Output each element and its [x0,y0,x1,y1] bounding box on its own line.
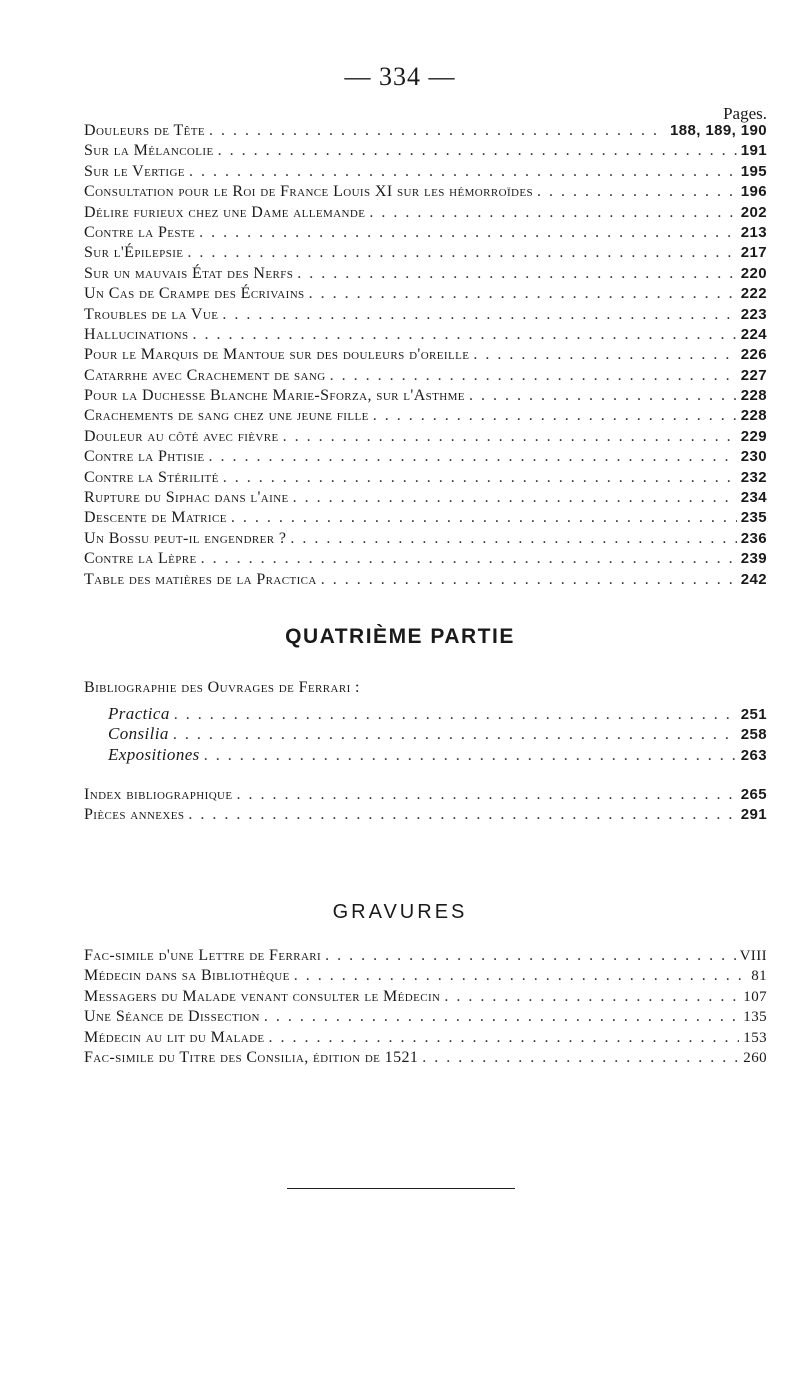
toc-entry-page: 222 [740,285,767,303]
dot-leader [174,706,737,724]
dot-leader [293,489,737,507]
toc-entry-page: 81 [751,968,767,985]
toc-entry-label: Contre la Phtisie [84,448,205,466]
toc-entry-label: Practica [108,704,170,723]
toc-entry-label: Sur l'Épilepsie [84,244,184,262]
page-number: — 334 — [344,62,456,91]
toc-entry-page: 263 [740,746,767,764]
toc-entry [84,571,767,591]
toc-section-annexes [84,786,767,827]
part-heading: QUATRIÈME PARTIE [285,625,515,648]
toc-entry [84,489,767,509]
toc-entry [84,530,767,550]
dot-leader [330,367,737,385]
toc-entry-label: Un Bossu peut-il engendrer ? [84,529,287,547]
toc-entry-page: 228 [740,387,767,405]
toc-section-gravures [84,947,767,1069]
toc-entry-label: Crachements de sang chez une jeune fille [84,407,369,425]
toc-entry-label: Contre la Stérilité [84,468,219,486]
toc-entry [84,265,767,285]
toc-section-bibliography [84,704,767,765]
dot-leader [204,747,737,765]
toc-entry-label: Index bibliographique [84,786,233,803]
dot-leader [537,183,737,201]
toc-entry [84,367,767,387]
toc-entry-label: Catarrhe avec Crachement de sang [84,366,326,384]
dot-leader [231,509,737,527]
toc-entry-page: 251 [740,706,767,723]
toc-entry-page: 107 [743,988,767,1005]
toc-entry-page: 153 [743,1029,767,1046]
dot-leader [269,1029,740,1047]
toc-section-1 [84,122,767,591]
toc-entry-label: Pièces annexes [84,806,185,824]
dot-leader [444,988,739,1006]
toc-entry-page: 228 [740,407,767,425]
dot-leader [321,571,737,589]
toc-entry [84,724,767,744]
dot-leader [199,224,737,242]
toc-entry-page: 202 [740,203,767,221]
dot-leader [294,967,747,985]
toc-entry-label: Fac-simile du Titre des Consilia, édition de 1521 [84,1048,419,1066]
toc-entry [84,704,767,724]
toc-entry-page: VIII [739,948,767,964]
toc-entry [84,122,767,142]
toc-entry [84,1008,767,1028]
toc-entry [84,967,767,987]
toc-entry-label: Sur la Mélancolie [84,142,214,160]
dot-leader [373,407,737,425]
toc-entry-label: Consilia [108,724,169,744]
toc-entry-label: Rupture du Siphac dans l'aine [84,489,289,507]
dot-leader [173,726,737,744]
toc-entry-page: 227 [740,366,767,384]
toc-entry-page: 188, 189, 190 [670,122,767,139]
toc-entry [84,786,767,806]
dot-leader [223,469,737,487]
toc-entry-page: 265 [740,786,767,803]
toc-entry-page: 291 [740,806,767,824]
toc-entry-label: Délire furieux chez une Dame allemande [84,203,366,221]
toc-entry-page: 242 [740,570,767,588]
toc-entry [84,387,767,407]
dot-leader [187,244,736,262]
dot-leader [309,285,737,303]
toc-entry [84,326,767,346]
toc-entry [84,183,767,203]
toc-entry [84,745,767,765]
toc-entry-page: 234 [740,489,767,507]
toc-entry-label: Consultation pour le Roi de France Louis XI sur les hémorroïdes [84,183,533,201]
toc-entry [84,1029,767,1049]
bibliography-subtitle: Bibliographie des Ouvrages de Ferrari : [84,679,360,696]
toc-entry [84,407,767,427]
toc-entry [84,428,767,448]
toc-entry-label: Hallucinations [84,325,189,343]
dot-leader [290,530,736,548]
toc-entry [84,285,767,305]
toc-entry [84,448,767,468]
toc-entry [84,1049,767,1069]
toc-entry-label: Douleurs de Tête [84,122,205,139]
toc-entry-page: 195 [740,162,767,180]
dot-leader [209,122,666,140]
dot-leader [189,163,737,181]
toc-entry-label: Médecin au lit du Malade [84,1028,265,1046]
dot-leader [469,387,737,405]
toc-entry [84,346,767,366]
toc-entry [84,244,767,264]
gravures-heading: GRAVURES [332,901,468,923]
toc-entry-label: Sur un mauvais État des Nerfs [84,264,294,282]
toc-entry-page: 229 [740,427,767,445]
toc-entry-page: 239 [740,550,767,568]
toc-entry [84,806,767,826]
dot-leader [369,204,736,222]
toc-entry-page: 260 [743,1049,767,1066]
dot-leader [209,448,737,466]
toc-entry-page: 235 [740,509,767,527]
toc-entry-page: 258 [740,726,767,744]
pages-column-label: Pages. [723,104,767,123]
toc-entry-label: Fac-simile d'une Lettre de Ferrari [84,947,322,964]
toc-entry [84,306,767,326]
dot-leader [264,1008,739,1026]
toc-entry-label: Troubles de la Vue [84,305,219,323]
toc-entry-label: Messagers du Malade venant consulter le Médecin [84,987,441,1005]
toc-entry-label: Table des matières de la Practica [84,570,317,588]
toc-entry-page: 213 [740,223,767,241]
dot-leader [297,265,736,283]
toc-entry-label: Médecin dans sa Bibliothèque [84,967,290,985]
toc-entry-page: 224 [740,325,767,343]
toc-entry-label: Contre la Peste [84,223,196,241]
toc-entry [84,163,767,183]
toc-entry-label: Descente de Matrice [84,509,227,527]
dot-leader [193,326,737,344]
toc-entry-label: Contre la Lèpre [84,550,197,568]
toc-entry-label: Un Cas de Crampe des Écrivains [84,285,305,303]
toc-entry [84,224,767,244]
toc-entry-label: Pour la Duchesse Blanche Marie-Sforza, sur l'Asthme [84,387,465,405]
dot-leader [218,142,737,160]
dot-leader [237,786,737,804]
dot-leader [283,428,737,446]
toc-entry-label: Sur le Vertige [84,162,185,180]
toc-entry [84,509,767,529]
toc-entry-page: 191 [740,142,767,160]
toc-entry-label: Expositiones [108,744,200,764]
toc-entry-page: 226 [740,346,767,364]
toc-entry [84,142,767,162]
toc-entry-page: 232 [740,468,767,486]
dot-leader [188,806,736,824]
toc-entry-page: 196 [740,183,767,201]
toc-entry-label: Pour le Marquis de Mantoue sur des douleurs d'oreille [84,346,470,364]
toc-entry [84,204,767,224]
dot-leader [422,1049,739,1067]
dot-leader [473,346,736,364]
toc-entry-page: 223 [740,305,767,323]
toc-entry-page: 220 [740,264,767,282]
toc-entry-page: 236 [740,529,767,547]
toc-entry-page: 230 [740,448,767,466]
toc-entry [84,988,767,1008]
dot-leader [325,947,735,965]
toc-entry-label: Une Séance de Dissection [84,1008,260,1026]
dot-leader [201,550,737,568]
end-rule [287,1188,515,1189]
toc-entry-page: 135 [743,1009,767,1026]
toc-entry [84,947,767,967]
toc-entry-page: 217 [740,244,767,262]
dot-leader [222,306,736,324]
toc-entry-label: Douleur au côté avec fièvre [84,427,279,445]
toc-entry [84,469,767,489]
toc-entry [84,550,767,570]
